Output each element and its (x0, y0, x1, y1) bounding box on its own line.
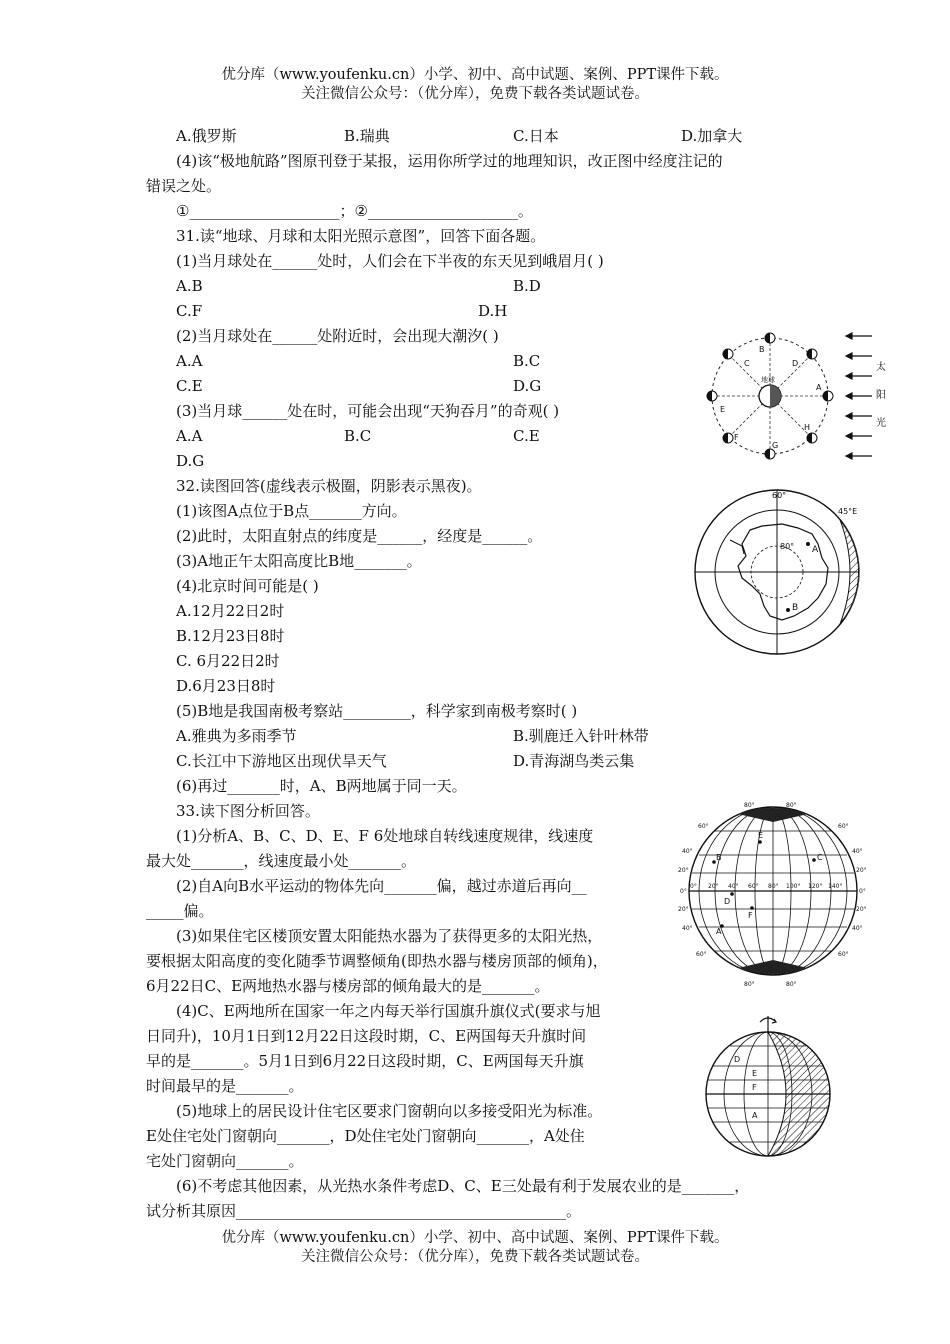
point-b-label: B (792, 603, 799, 613)
q31-sub3-option-b: B.C (344, 427, 372, 445)
lon-label: 40° (728, 883, 739, 890)
q30-option-b: B.瑞典 (344, 127, 390, 145)
point-label: F (748, 911, 753, 920)
lat-label: 80° (744, 802, 755, 809)
sunlight-label: 光 (876, 418, 886, 429)
q31-sub3: (3)当月球______处在时，可能会出现“天狗吞月”的奇观( ) (176, 402, 560, 420)
map-label: 80° (780, 542, 795, 551)
q31-sub2-option-b: B.C (513, 352, 541, 370)
q32-sub4: (4)北京时间可能是( ) (176, 577, 319, 595)
page-header (0, 66, 950, 104)
q33-text-line: 最大处_______，线速度最小处_______。 (146, 852, 417, 870)
q33-text-line: 6月22日C、E两地热水器与楼房部的倾角最大的是_______。 (146, 977, 550, 995)
lat-label: 60° (838, 951, 849, 958)
moon-label: E (720, 405, 726, 414)
map-label: 60° (772, 491, 787, 500)
q33-text-line: 早的是_______。5月1日到6月22日这段时期，C、E两国每天升旗 (146, 1052, 584, 1070)
point-label: E (752, 1069, 758, 1078)
lat-label: 60° (696, 951, 707, 958)
moon-label: F (734, 433, 739, 442)
earth-symbol (759, 385, 781, 407)
rotation-arrow-icon (760, 1016, 776, 1034)
globe-grid-diagram (678, 798, 868, 988)
q33-text-line: 要根据太阳高度的变化随季节调整倾角(即热水器与楼房顶部的倾角)， (146, 952, 608, 970)
lat-label: 60° (838, 823, 849, 830)
q32-sub4-option-d: D.6月23日8时 (176, 677, 276, 695)
q31-title: 31.读“地球、月球和太阳光照示意图”，回答下面各题。 (176, 227, 546, 245)
q32-sub4-option-b: B.12月23日8时 (176, 627, 285, 645)
q31-sub1-option-b: B.D (513, 277, 541, 295)
q31-sub2-option-d: D.G (513, 377, 542, 395)
q32-sub1: (1)该图A点位于B点_______方向。 (176, 502, 407, 520)
q33-text-line: _____偏。 (146, 902, 214, 920)
lat-label: 20° (856, 867, 867, 874)
q33-text-line: 日同升)，10月1日到12月22日这段时期，C、E两国每天升旗时间 (146, 1027, 587, 1045)
moon-label: H (804, 423, 811, 432)
q30-sub4-line1: (4)该“极地航路”图原刊登于某报，运用你所学过的地理知识，改正图中经度注记的 (176, 152, 723, 170)
lat-label: 80° (786, 981, 797, 988)
lat-label: 80° (786, 802, 797, 809)
q31-sub1-option-a: A.B (176, 277, 203, 295)
lat-label: 0° (680, 888, 687, 895)
q32-sub5-option-d: D.青海湖鸟类云集 (513, 752, 635, 770)
point-label: B (716, 853, 722, 862)
point-label: D (734, 1055, 741, 1064)
q33-title: 33.读下图分析回答。 (176, 802, 320, 820)
lon-label: 20° (708, 883, 719, 890)
point-label: A (716, 927, 722, 936)
q31-sub1-option-c: C.F (176, 302, 203, 320)
q32-sub3: (3)A地正午太阳高度比B地_______。 (176, 552, 422, 570)
lon-label: 100° (786, 883, 801, 890)
q33-text-line: (6)不考虑其他因素，从光热水条件考虑D、C、E三处最有利于发展农业的是_______， (176, 1177, 750, 1195)
q31-sub2-option-c: C.E (176, 377, 203, 395)
lon-label: 140° (828, 883, 843, 890)
point-label: A (752, 1111, 758, 1120)
q31-sub1-option-d: D.H (478, 302, 508, 320)
q31-sub2-option-a: A.A (176, 352, 203, 370)
q32-title: 32.读图回答(虚线表示极圈，阴影表示黑夜)。 (176, 477, 482, 495)
lat-label: 20° (678, 906, 689, 913)
page-footer (0, 1229, 950, 1267)
lon-label: 80° (768, 883, 779, 890)
q32-sub6: (6)再过_______时，A、B两地属于同一天。 (176, 777, 467, 795)
lat-label: 80° (744, 981, 755, 988)
lat-label: 40° (682, 925, 693, 932)
q31-sub1: (1)当月球处在______处时，人们会在下半夜的东天见到峨眉月( ) (176, 252, 604, 270)
day-night-globe-diagram (704, 1010, 840, 1170)
q33-text-line: 试分析其原因____________________________________________。 (146, 1202, 582, 1220)
q33-text-line: E处住宅处门窗朝向_______，D处住宅处门窗朝向_______，A处住 (146, 1127, 585, 1145)
q32-sub5-option-a: A.雅典为多雨季节 (176, 727, 297, 745)
q32-sub5: (5)B地是我国南极考察站_________，科学家到南极考察时( ) (176, 702, 578, 720)
q31-sub2: (2)当月球处在______处附近时，会出现大潮汐( ) (176, 327, 499, 345)
moon-label: D (792, 359, 799, 368)
lat-label: 20° (856, 906, 867, 913)
point-label: C (817, 853, 823, 862)
lat-label: 40° (852, 925, 863, 932)
polar-map-diagram (690, 482, 870, 662)
header-line-1: 优分库（www.youfenku.cn）小学、初中、高中试题、案例、PPT课件下载。 (221, 67, 729, 83)
lon-label: 60° (748, 883, 759, 890)
q33-text-line: 时间最早的是_______。 (146, 1077, 304, 1095)
q30-option-d: D.加拿大 (681, 127, 743, 145)
sunlight-label: 阳 (876, 390, 886, 401)
lat-label: 60° (698, 823, 709, 830)
point-label: D (724, 897, 731, 906)
q30-option-c: C.日本 (513, 127, 559, 145)
q32-sub5-option-b: B.驯鹿迁入针叶林带 (513, 727, 649, 745)
lat-label: 40° (852, 848, 863, 855)
map-label: 45°E (838, 507, 858, 516)
q30-answer-blanks: ①____________________；②____________________。 (176, 202, 533, 220)
sunlight-label: 太 (876, 362, 886, 373)
lon-label: 0° (690, 883, 697, 890)
footer-line-1: 优分库（www.youfenku.cn）小学、初中、高中试题、案例、PPT课件下载。 (221, 1230, 729, 1246)
q30-option-a: A.俄罗斯 (176, 127, 237, 145)
point-a-label: A (812, 545, 819, 555)
lat-label: 0° (859, 888, 866, 895)
moon-label: C (744, 359, 750, 368)
earth-moon-sunlight-diagram (700, 328, 890, 468)
q31-sub3-option-d: D.G (176, 452, 205, 470)
q32-sub2: (2)此时，太阳直射点的纬度是______，经度是______。 (176, 527, 543, 545)
q33-text-line: (1)分析A、B、C、D、E、F 6处地球自转线速度规律，线速度 (176, 827, 594, 845)
q33-text-line: (2)自A向B水平运动的物体先向_______偏，越过赤道后再向__ (176, 877, 587, 895)
q32-sub5-option-c: C.长江中下游地区出现伏旱天气 (176, 752, 387, 770)
q32-sub4-option-a: A.12月22日2时 (176, 602, 285, 620)
q31-sub3-option-c: C.E (513, 427, 540, 445)
lat-label: 20° (678, 867, 689, 874)
q33-text-line: (5)地球上的居民设计住宅区要求门窗朝向以多接受阳光为标准。 (176, 1102, 603, 1120)
moon-label: G (772, 441, 779, 450)
moon-label: A (816, 383, 822, 392)
lat-label: 40° (682, 848, 693, 855)
q30-sub4-line2: 错误之处。 (146, 177, 222, 195)
q32-sub4-option-c: C. 6月22日2时 (176, 652, 280, 670)
q31-sub3-option-a: A.A (176, 427, 203, 445)
earth-label: 地球 (761, 376, 775, 384)
q33-text-line: (4)C、E两地所在国家一年之内每天举行国旗升旗仪式(要求与旭 (176, 1002, 601, 1020)
footer-line-2: 关注微信公众号：（优分库），免费下载各类试题试卷。 (301, 1249, 649, 1265)
point-label: E (758, 831, 764, 840)
q33-text-line: (3)如果住宅区楼顶安置太阳能热水器为了获得更多的太阳光热， (176, 927, 603, 945)
lon-label: 120° (808, 883, 823, 890)
sunlight-arrows (846, 333, 872, 459)
point-label: F (752, 1083, 757, 1092)
moon-label: B (759, 345, 765, 354)
q33-text-line: 宅处门窗朝向_______。 (146, 1152, 304, 1170)
header-line-2: 关注微信公众号：（优分库），免费下载各类试题试卷。 (301, 86, 649, 102)
